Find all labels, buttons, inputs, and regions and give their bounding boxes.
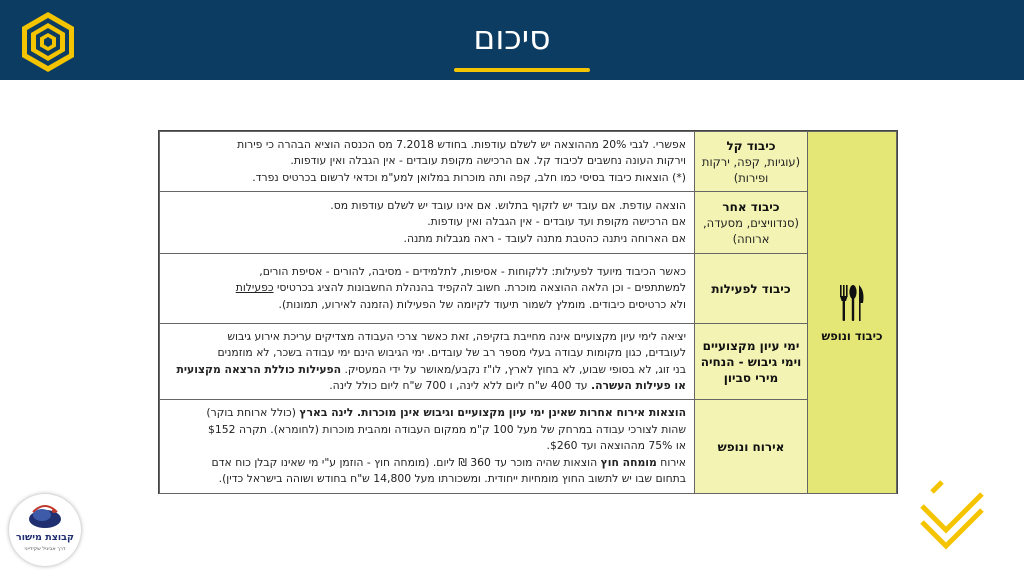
- description-line: אם הארוחה ניתנה כהטבת מתנה לעובד - ראה מגבלות מתנה.: [403, 231, 686, 245]
- organization-logo: [9, 494, 81, 566]
- category-title: כיבוד קל: [726, 138, 776, 153]
- description-line: [166, 455, 686, 472]
- description-line: וירקות העונה נחשבים לכיבוד קל. אם הרכישה מקופת עובדים - אין הגבלה ואין עודפות.: [290, 154, 686, 168]
- description-line: (*) הוצאות כיבוד בסיסי כמו חלב, קפה ותה מוכרות במלואן למע"מ וכדאי לרשום בכרטיס נפרד.: [252, 170, 686, 184]
- category-cell: [695, 254, 808, 324]
- category-title: כיבוד אחר: [722, 199, 780, 214]
- main-category-cell: [808, 132, 897, 494]
- category-title: אירוח ונופש: [717, 439, 785, 454]
- cutlery-icon: [838, 283, 866, 323]
- page-title: סיכום: [473, 18, 551, 57]
- description-line: הוצאה עודפת. אם עובד יש לזקוף בתלוש. אם אינו עובד יש לשלם עודפות מס.: [330, 198, 686, 212]
- category-subtitle: (עוגיות, קפה, ירקות ופירות): [701, 154, 801, 185]
- organization-name: קבוצת מישור: [16, 532, 74, 543]
- underlined-term: כפעילות: [235, 281, 274, 295]
- table-row: [160, 192, 897, 254]
- description-line: אם הרכישה מקופת ועד עובדים - אין הגבלה ואין עודפות.: [427, 215, 686, 229]
- table-row: [160, 400, 897, 494]
- organization-tagline: דרך אביגיל שקידייני: [24, 546, 66, 552]
- description-text: עד 400 ש"ח ליום ללא לינה, ו 700 ש"ח ליום כולל לינה.: [329, 379, 588, 392]
- description-line: ולא כרטיסים כיבודים. מומלץ לשמור תיעוד לקיומה של הפעילות (הזמנה לאירוע, תמונות).: [278, 297, 686, 311]
- description-cell: [160, 254, 695, 324]
- main-category-label: כיבוד ונופש: [821, 328, 883, 343]
- description-line: לעובדים, כגון מקומות עבודה בעלי מספר רב של עובדים. ימי הגיבוש הינם ימי עבודה בשכר, לא מוזמנים: [217, 346, 686, 359]
- description-cell: [160, 132, 695, 192]
- category-cell: [695, 400, 808, 494]
- table-row: [160, 324, 897, 400]
- description-cell: [160, 192, 695, 254]
- description-line: יציאה לימי עיון מקצועיים אינה מחייבת בזקיפה, זאת כאשר צרכי העבודה מצדיקים עריכת אירוע גיבוש: [227, 329, 686, 343]
- category-cell: [695, 132, 808, 192]
- description-text: בני זוג, לא בסופי שבוע, לא בחוץ לארץ, לו"ז נקבע/מאושר על ידי המעסיק.: [344, 362, 686, 376]
- category-title: ימי עיון מקצועיים וימי גיבוש - הנחיה מירי סביון: [700, 338, 802, 385]
- summary-table: [158, 130, 898, 494]
- bold-text: הפעילות כוללת הרצאה מקצועית או פעילות העשרה.: [176, 362, 686, 392]
- category-cell: [695, 324, 808, 400]
- description-line: כאשר הכיבוד מיועד לפעילות: ללקוחות - אסיפות, לתלמידים - מסיבה, להורים - אסיפת הורים,: [259, 264, 686, 278]
- description-text: (כולל ארוחת בוקר): [206, 406, 296, 420]
- description-line: [166, 280, 686, 297]
- description-text: למשתתפים - וכן הלאה ההוצאה מוכרת. חשוב להקפיד בהנהלת החשבונות להציג בכרטיסי: [276, 281, 686, 295]
- category-cell: [695, 192, 808, 254]
- table-row: [160, 254, 897, 324]
- fish-bowl-icon: [27, 502, 63, 530]
- header-bar: [0, 0, 1024, 80]
- category-subtitle: (סנדוויצים, מסעדה, ארוחה): [703, 215, 799, 246]
- table-row: [160, 132, 897, 192]
- description-line: או 75% מההוצאה ועד $260.: [546, 439, 686, 453]
- description-line: שהות לצורכי עבודה במרחק של מעל 100 ק"מ ממקום העבודה ומהבית מוכרות (לחומרא). תקרה $152: [208, 422, 686, 436]
- description-line: [166, 405, 686, 422]
- description-line: אפשרי. לגבי 20% מההוצאה יש לשלם עודפות. בחודש 7.2018 מס הכנסה הוציא הבהרה כי פירות: [237, 137, 686, 151]
- category-title: כיבוד לפעילות: [711, 281, 791, 296]
- bold-text: הוצאות אירוח אחרות שאינן ימי עיון מקצועיים וגיבוש אינן מוכרות. לינה בארץ: [299, 406, 686, 420]
- title-underline: [454, 68, 590, 72]
- description-line: [166, 362, 686, 395]
- description-text: הוצאות שהיה מוכר עד 360 ₪ ליום. (מומחה חוץ - הוזמן ע"י מי שאינו קבלן כוח אדם: [211, 455, 598, 469]
- description-cell: [160, 400, 695, 494]
- description-line: בתחום שבו יש לתשוב החוץ מומחיות ייחודית. ומשכורתו מעל 14,800 ש"ח בחודש ושוהה בישראל כדין).: [218, 472, 686, 486]
- chevron-decoration-icon: [912, 478, 992, 558]
- description-cell: [160, 324, 695, 400]
- bold-text: מומחה חוץ: [600, 455, 657, 469]
- description-text: אירוח: [660, 455, 686, 469]
